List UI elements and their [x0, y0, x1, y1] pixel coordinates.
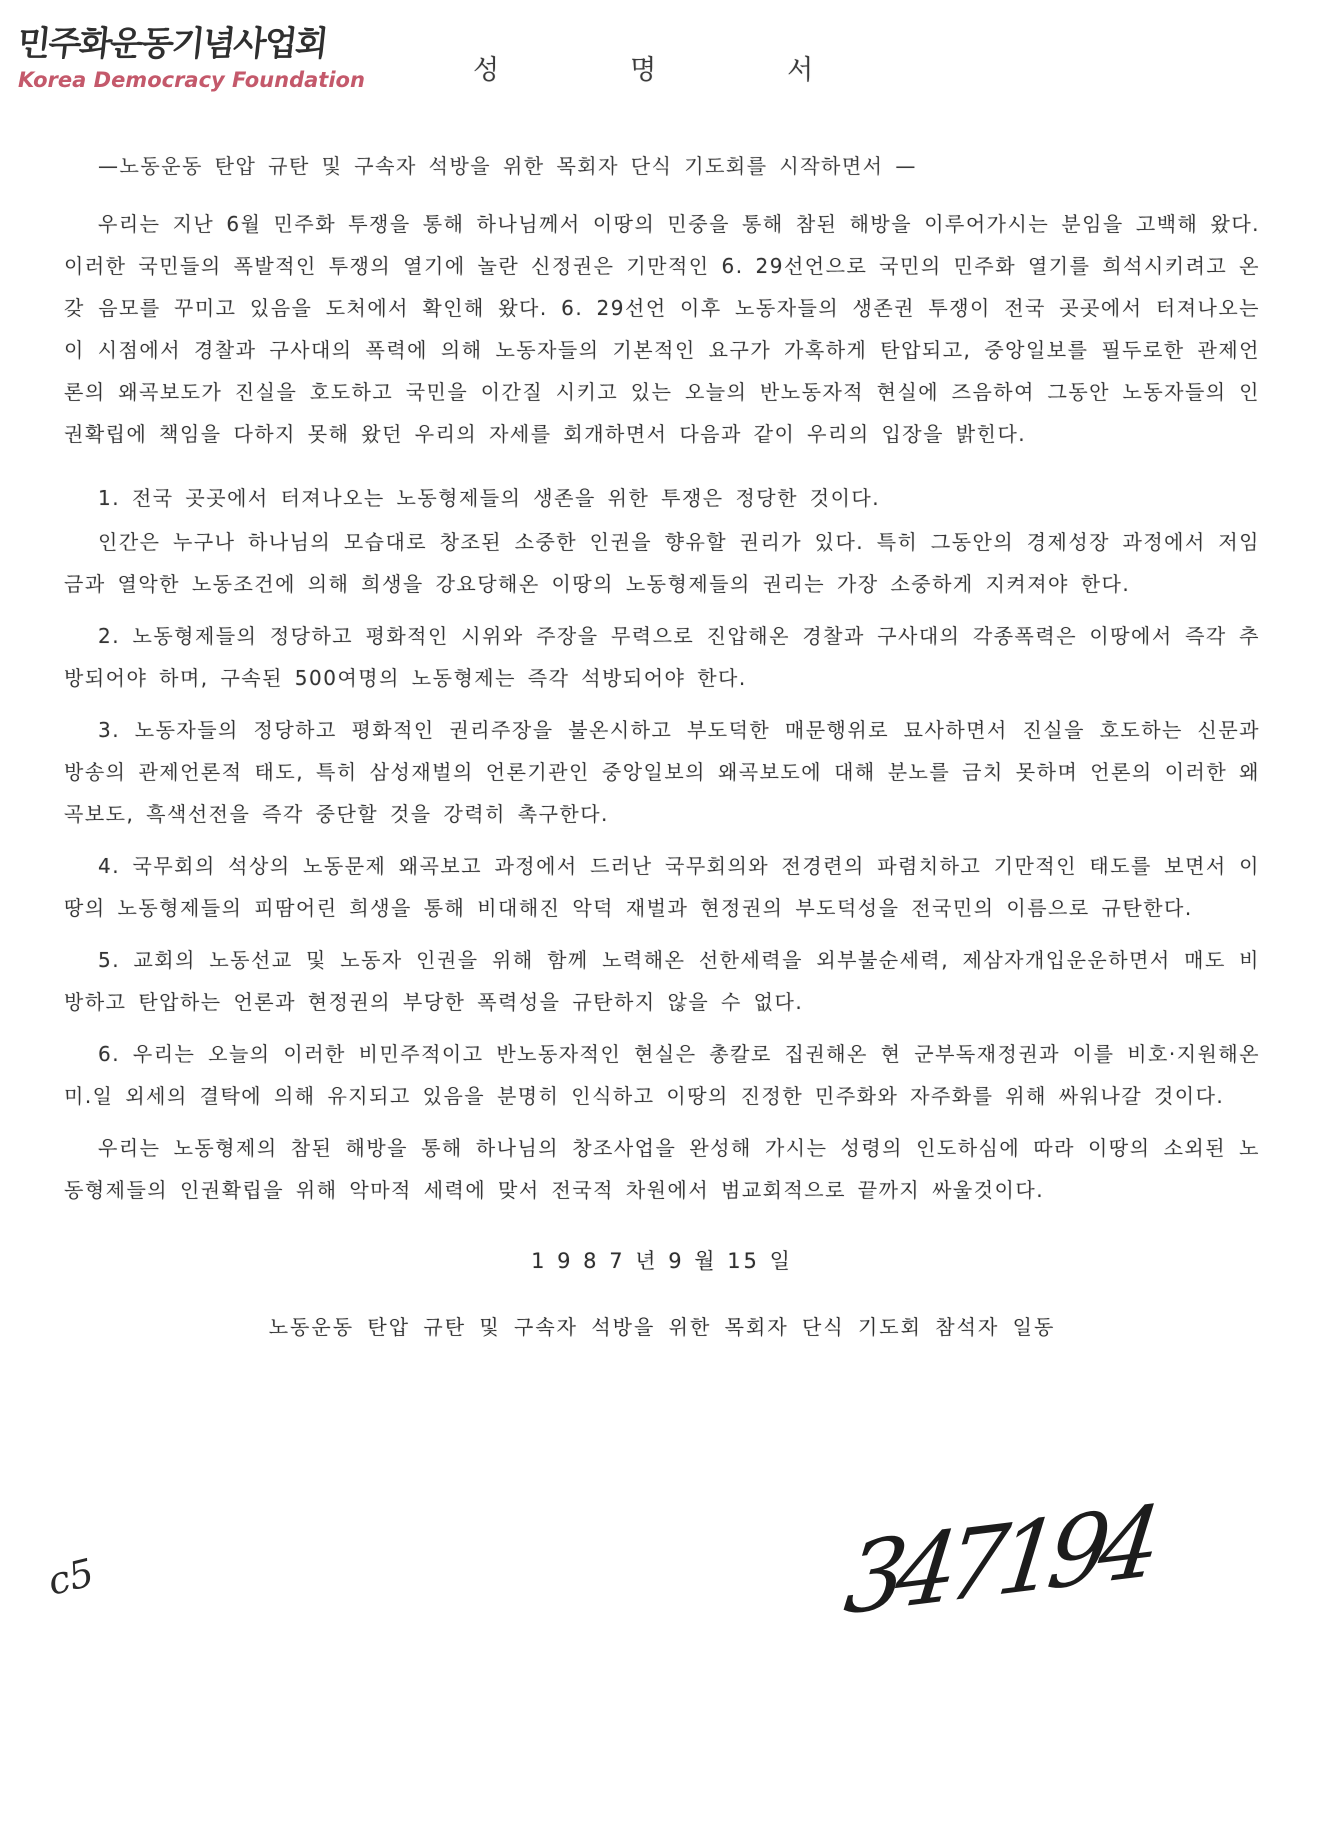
document-subtitle: —노동운동 탄압 규탄 및 구속자 석방을 위한 목회자 단식 기도회를 시작하면서 —: [98, 154, 917, 178]
document-body: [64, 203, 1260, 1340]
statement-point-6: 6. 우리는 오늘의 이러한 비민주적이고 반노동자적인 현실은 총칼로 집권해온 현 군부독재정권과 이를 비호·지원해온 미.일 외세의 결탁에 의해 유지되고 있음을 분명히 인식하고 이땅의 진정한 민주화와 자주화를 위해 싸워나갈 것이다.: [64, 1042, 1260, 1108]
statement-point-3: 3. 노동자들의 정당하고 평화적인 권리주장을 불온시하고 부도덕한 매문행위로 묘사하면서 진실을 호도하는 신문과 방송의 관제언론적 태도, 특히 삼성재벌의 언론기관인 중앙일보의 왜곡보도에 대해 분노를 금치 못하며 언론의 이러한 왜곡보도, 흑색선전을 즉각 중단할 것을 강력히 촉구한다.: [64, 718, 1260, 826]
handwritten-archive-number: 347194: [839, 1485, 1158, 1637]
logo-english-text: Korea Democracy Foundation: [18, 68, 365, 92]
paragraph-intro: 우리는 지난 6월 민주화 투쟁을 통해 하나님께서 이땅의 민중을 통해 참된 해방을 이루어가시는 분임을 고백해 왔다. 이러한 국민들의 폭발적인 투쟁의 열기에 놀란 신정권은 기만적인 6. 29선언으로 국민의 민주화 열기를 희석시키려고 온갖 음모를 꾸미고 있음을 도처에서 확인해 왔다. 6. 29선언 이후 노동자들의 생존권 투쟁이 전국 곳곳에서 터져나오는 이 시점에서 경찰과 구사대의 폭력에 의해 노동자들의 기본적인 요구가 가혹하게 탄압되고, 중앙일보를 필두로한 관제언론의 왜곡보도가 진실을 호도하고 국민을 이간질 시키고 있는 오늘의 반노동자적 현실에 즈음하여 그동안 노동자들의 인권확립에 책임을 다하지 못해 왔던 우리의 자세를 회개하면서 다음과 같이 우리의 입장을 밝힌다.: [64, 212, 1260, 446]
document-title: 성명서: [473, 55, 945, 86]
statement-point-5: 5. 교회의 노동선교 및 노동자 인권을 위해 함께 노력해온 선한세력을 외부불순세력, 제삼자개입운운하면서 매도 비방하고 탄압하는 언론과 현정권의 부당한 폭력성을 규탄하지 않을 수 없다.: [64, 948, 1260, 1014]
handwritten-mark-left: c5: [43, 1550, 99, 1604]
statement-point-4: 4. 국무회의 석상의 노동문제 왜곡보고 과정에서 드러난 국무회의와 전경련의 파렴치하고 기만적인 태도를 보면서 이땅의 노동형제들의 피땀어린 희생을 통해 비대해진 악덕 재벌과 현정권의 부도덕성을 전국민의 이름으로 규탄한다.: [64, 854, 1260, 920]
kdf-logo: [15, 16, 365, 92]
paragraph-conclusion: 우리는 노동형제의 참된 해방을 통해 하나님의 창조사업을 완성해 가시는 성령의 인도하심에 따라 이땅의 소외된 노동형제들의 인권확립을 위해 악마적 세력에 맞서 전국적 차원에서 범교회적으로 끝까지 싸울것이다.: [64, 1136, 1260, 1202]
logo-korean-text: 민주화운동기념사업회: [15, 24, 329, 64]
signatories-line: 노동운동 탄압 규탄 및 구속자 석방을 위한 목회자 단식 기도회 참석자 일동: [268, 1315, 1056, 1339]
statement-point-1-body: 인간은 누구나 하나님의 모습대로 창조된 소중한 인권을 향유할 권리가 있다. 특히 그동안의 경제성장 과정에서 저임금과 열악한 노동조건에 의해 희생을 강요당해온 이땅의 노동형제들의 권리는 가장 소중하게 지켜져야 한다.: [64, 530, 1260, 596]
document-date: 1 9 8 7 년 9 월 15 일: [531, 1249, 793, 1273]
statement-point-1-heading: 1. 전국 곳곳에서 터져나오는 노동형제들의 생존을 위한 투쟁은 정당한 것이다.: [98, 486, 881, 510]
statement-point-2: 2. 노동형제들의 정당하고 평화적인 시위와 주장을 무력으로 진압해온 경찰과 구사대의 각종폭력은 이땅에서 즉각 추방되어야 하며, 구속된 500여명의 노동형제는 즉각 석방되어야 한다.: [64, 624, 1260, 690]
